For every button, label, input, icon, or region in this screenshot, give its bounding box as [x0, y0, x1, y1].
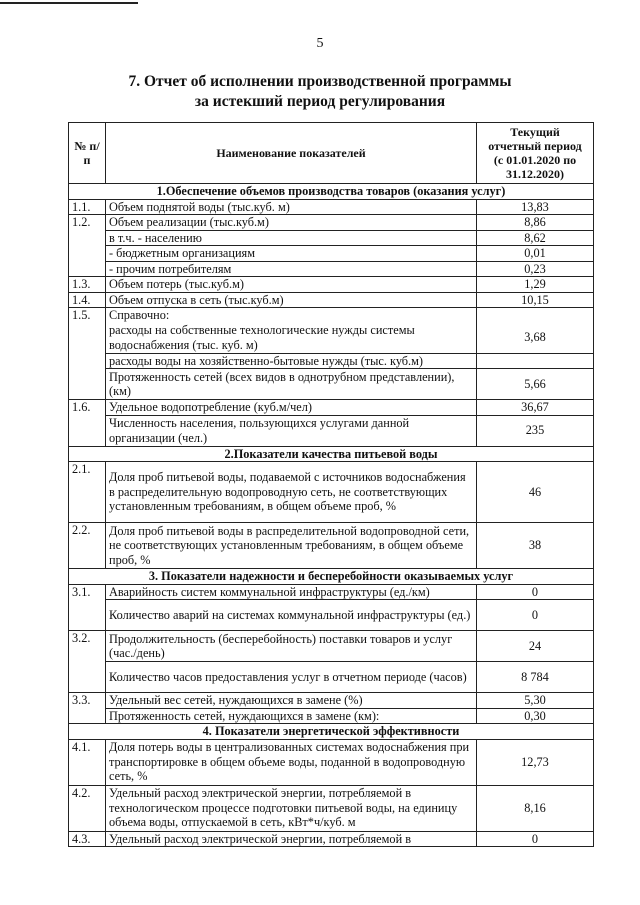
title-line-1: 7. Отчет об исполнении производственной программы: [128, 73, 512, 90]
row-num: 1.5.: [69, 308, 106, 323]
row-value: 36,67: [477, 400, 594, 416]
section-row: [69, 724, 594, 740]
row-value: 0,30: [477, 708, 594, 724]
row-name: Протяженность сетей, нуждающихся в замене (км):: [106, 708, 477, 724]
row-value: 24: [477, 631, 594, 662]
row-name: - прочим потребителям: [106, 261, 477, 277]
row-value: 0: [477, 584, 594, 600]
row-num: [69, 415, 106, 446]
row-num: [69, 662, 106, 693]
header-value-line: отчетный период: [488, 139, 582, 153]
row-value: 8,86: [477, 215, 594, 231]
table-row: [69, 523, 594, 569]
section-row: [69, 446, 594, 462]
row-name: - бюджетным организациям: [106, 246, 477, 262]
section-row: [69, 184, 594, 200]
row-name: Аварийность систем коммунальной инфраструктуры (ед./км): [106, 584, 477, 600]
row-num: 3.1.: [69, 584, 106, 600]
row-name: расходы на собственные технологические нужды системы водоснабжения (тыс. куб. м): [106, 323, 477, 354]
table-row: [69, 708, 594, 724]
row-num: 1.2.: [69, 215, 106, 231]
table-row: [69, 215, 594, 231]
table-row: [69, 415, 594, 446]
row-value: 235: [477, 415, 594, 446]
table-row: [69, 323, 594, 354]
row-num: [69, 230, 106, 246]
row-num: [69, 261, 106, 277]
row-num: 1.6.: [69, 400, 106, 416]
row-name: Объем потерь (тыс.куб.м): [106, 277, 477, 293]
row-name: Доля потерь воды в централизованных системах водоснабжения при транспортировке в общем объеме воды, поданной в водопроводную сеть, %: [106, 739, 477, 785]
row-value: 5,66: [477, 369, 594, 400]
table-row: [69, 369, 594, 400]
table-row: [69, 785, 594, 831]
row-value: 5,30: [477, 693, 594, 709]
table-row: [69, 584, 594, 600]
row-value: 1,29: [477, 277, 594, 293]
row-name: Удельный вес сетей, нуждающихся в замене (%): [106, 693, 477, 709]
row-name: Доля проб питьевой воды в распределительной водопроводной сети, не соответствующих установленным требованиям, в общем объеме проб, %: [106, 523, 477, 569]
row-value: 12,73: [477, 739, 594, 785]
table-row: [69, 693, 594, 709]
row-value: [477, 308, 594, 323]
page-number: 5: [316, 36, 324, 51]
table-row: [69, 246, 594, 262]
header-value-line: (с 01.01.2020 по: [493, 153, 577, 167]
section-title: 4. Показатели энергетической эффективности: [69, 724, 594, 740]
document-title: [0, 72, 640, 112]
row-num: [69, 353, 106, 369]
row-num: [69, 323, 106, 354]
row-name: Численность населения, пользующихся услугами данной организации (чел.): [106, 415, 477, 446]
row-value: 8 784: [477, 662, 594, 693]
table-row: [69, 400, 594, 416]
table-row: [69, 462, 594, 523]
row-name: расходы воды на хозяйственно-бытовые нужды (тыс. куб.м): [106, 353, 477, 369]
row-num: 4.1.: [69, 739, 106, 785]
row-num: 1.4.: [69, 292, 106, 308]
title-line-2: за истекший период регулирования: [194, 93, 446, 110]
table-row: [69, 292, 594, 308]
header-value-line: Текущий: [510, 125, 560, 139]
row-num: [69, 369, 106, 400]
table-row: [69, 199, 594, 215]
table-row: [69, 831, 594, 847]
row-num: 1.1.: [69, 199, 106, 215]
row-name: Протяженность сетей (всех видов в однотрубном представлении), (км): [106, 369, 477, 400]
row-num: [69, 600, 106, 631]
row-value: 10,15: [477, 292, 594, 308]
row-value: 38: [477, 523, 594, 569]
row-value: 0,23: [477, 261, 594, 277]
table-row: [69, 353, 594, 369]
row-value: 13,83: [477, 199, 594, 215]
row-name: Справочно:: [106, 308, 477, 323]
row-name: Количество часов предоставления услуг в отчетном периоде (часов): [106, 662, 477, 693]
row-value: 8,16: [477, 785, 594, 831]
row-value: 3,68: [477, 323, 594, 354]
section-title: 2.Показатели качества питьевой воды: [69, 446, 594, 462]
table-row: [69, 600, 594, 631]
table-header-row: [69, 123, 594, 184]
row-num: 4.2.: [69, 785, 106, 831]
corner-line: [0, 2, 138, 4]
report-table: [68, 122, 594, 847]
row-value: 0,01: [477, 246, 594, 262]
section-title: 3. Показатели надежности и бесперебойности оказываемых услуг: [69, 569, 594, 585]
row-name: Удельный расход электрической энергии, потребляемой в технологическом процессе подготовки питьевой воды, на единицу объема воды, отпускаемой в сеть, кВт*ч/куб. м: [106, 785, 477, 831]
row-num: 2.1.: [69, 462, 106, 523]
row-name: в т.ч. - населению: [106, 230, 477, 246]
table-row: [69, 631, 594, 662]
row-value: [477, 353, 594, 369]
row-value: 0: [477, 600, 594, 631]
table-row: [69, 308, 594, 323]
row-value: 0: [477, 831, 594, 847]
row-num: 4.3.: [69, 831, 106, 847]
row-num: 3.2.: [69, 631, 106, 662]
header-value-line: 31.12.2020): [506, 167, 564, 181]
section-title: 1.Обеспечение объемов производства товаров (оказания услуг): [69, 184, 594, 200]
row-value: 46: [477, 462, 594, 523]
header-value: [477, 123, 594, 184]
table-row: [69, 277, 594, 293]
table-row: [69, 261, 594, 277]
row-num: [69, 246, 106, 262]
row-name: Объем поднятой воды (тыс.куб. м): [106, 199, 477, 215]
table-row: [69, 230, 594, 246]
row-value: 8,62: [477, 230, 594, 246]
header-num: № п/п: [69, 123, 106, 184]
table-row: [69, 662, 594, 693]
row-name: Доля проб питьевой воды, подаваемой с источников водоснабжения в распределительную водопроводную сеть, не соответствующих установленным требованиям, в общем объеме проб, %: [106, 462, 477, 523]
section-row: [69, 569, 594, 585]
row-num: 1.3.: [69, 277, 106, 293]
row-num: [69, 708, 106, 724]
row-name: Удельное водопотребление (куб.м/чел): [106, 400, 477, 416]
header-name: Наименование показателей: [106, 123, 477, 184]
row-name: Продолжительность (бесперебойность) поставки товаров и услуг (час./день): [106, 631, 477, 662]
row-num: 2.2.: [69, 523, 106, 569]
row-name: Объем реализации (тыс.куб.м): [106, 215, 477, 231]
row-name: Объем отпуска в сеть (тыс.куб.м): [106, 292, 477, 308]
row-name: Удельный расход электрической энергии, потребляемой в: [106, 831, 477, 847]
row-num: 3.3.: [69, 693, 106, 709]
row-name: Количество аварий на системах коммунальной инфраструктуры (ед.): [106, 600, 477, 631]
table-row: [69, 739, 594, 785]
